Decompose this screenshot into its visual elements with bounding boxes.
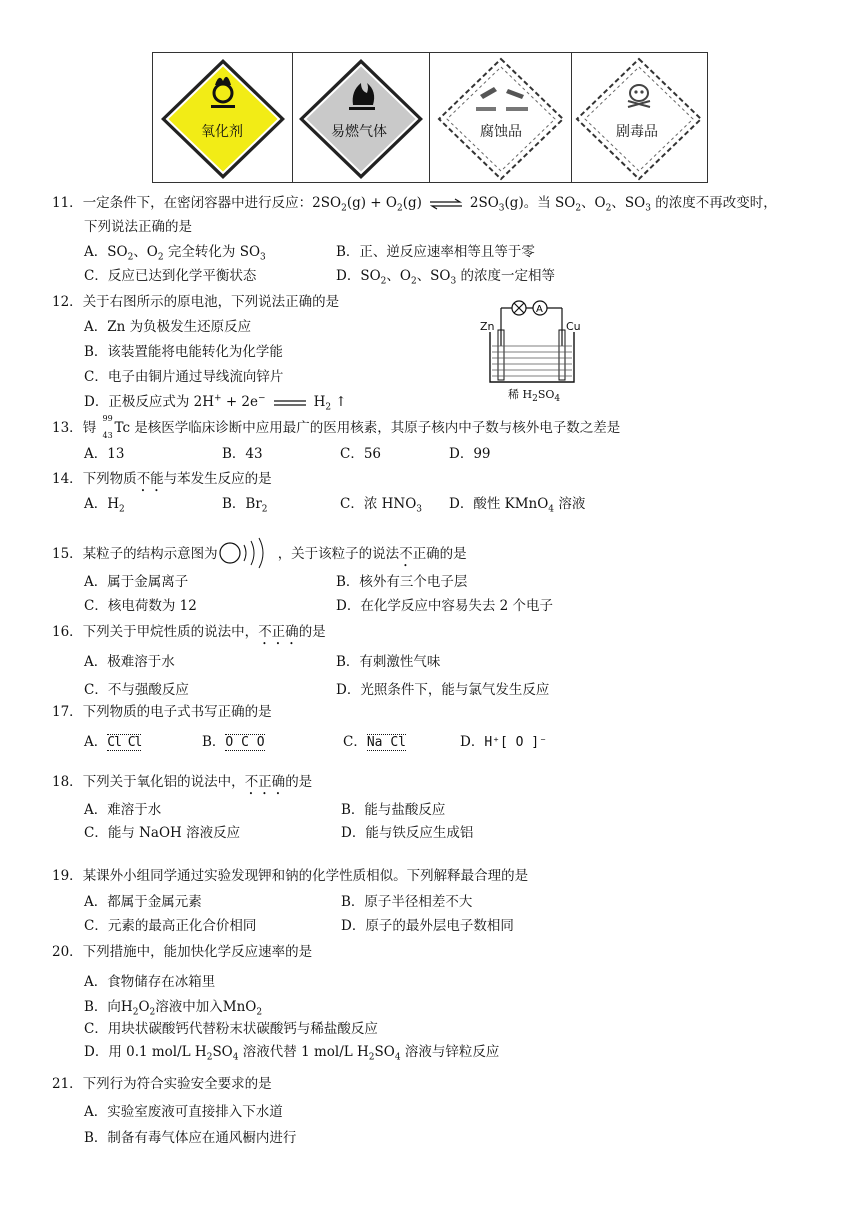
question-15: 15．某粒子的结构示意图为 ，关于该粒子的说法不正确的是 — [52, 542, 467, 570]
oxidizer-icon — [153, 53, 293, 182]
sign-corrosive — [430, 53, 572, 182]
question-17: 17．下列物质的电子式书写正确的是 — [52, 704, 272, 720]
q16-option-b[interactable]: B．有刺激性气味 — [336, 654, 441, 670]
q19-option-c[interactable]: C．元素的最高正化合价相同 — [84, 918, 257, 934]
q12-option-a[interactable]: A．Zn 为负极发生还原反应 — [84, 319, 252, 335]
q18-option-d[interactable]: D．能与铁反应生成铝 — [341, 825, 474, 841]
q12-option-d[interactable]: D．正极反应式为 2H+ + 2e− $H_2$ ↑ — [84, 393, 347, 413]
q14-option-b[interactable]: B．$Br_2$ — [222, 496, 268, 515]
q11-option-a[interactable]: A．$SO_2$、$O_2$ 完全转化为 $SO_3$ — [84, 244, 266, 263]
q16-option-c[interactable]: C．不与强酸反应 — [84, 682, 189, 698]
q14-option-a[interactable]: A．$H_2$ — [84, 496, 125, 515]
q21-option-b[interactable]: B．制备有毒气体应在通风橱内进行 — [84, 1130, 297, 1146]
q13-option-a[interactable]: A．13 — [84, 446, 125, 462]
sign-flammable-gas — [293, 53, 430, 182]
hazard-sign-table — [152, 52, 708, 183]
question-21: 21．下列行为符合实验安全要求的是 — [52, 1076, 272, 1092]
copper-label: Cu — [566, 320, 581, 333]
q11-option-c[interactable]: C．反应已达到化学平衡状态 — [84, 268, 257, 284]
q19-option-b[interactable]: B．原子半径相差不大 — [341, 894, 473, 910]
q17-option-a[interactable]: A．Cl Cl — [84, 734, 142, 750]
nuclide-notation: 99 43 — [102, 413, 113, 440]
question-13: 13．锝 99 43 Tc 是核医学临床诊断中应用最广的医用核素，其原子核内中子数与核外电子数之差是 — [52, 413, 621, 440]
q20-option-b[interactable]: B．向$H_2O_2$溶液中加入MnO$_2$ — [84, 999, 263, 1018]
sign-label: 氧化剂 — [201, 124, 243, 140]
galvanic-cell-icon — [478, 296, 588, 386]
q13-option-d[interactable]: D．99 — [449, 446, 491, 462]
q18-option-a[interactable]: A．难溶于水 — [84, 802, 162, 818]
q19-option-a[interactable]: A．都属于金属元素 — [84, 894, 202, 910]
q15-option-a[interactable]: A．属于金属离子 — [84, 574, 189, 590]
q20-option-c[interactable]: C．用块状碳酸钙代替粉末状碳酸钙与稀盐酸反应 — [84, 1021, 378, 1037]
q15-option-d[interactable]: D．在化学反应中容易失去 2 个电子 — [336, 598, 553, 614]
question-16: 16．下列关于甲烷性质的说法中，不正确的是 — [52, 624, 326, 640]
question-11: 11．一定条件下，在密闭容器中进行反应：$2SO_2(g) + O_2(g)$ $2SO_3(g)$。当 $SO_2$、$O_2$、$SO_3$ 的浓度不再改变时， — [52, 195, 777, 214]
q13-option-b[interactable]: B．43 — [222, 446, 263, 462]
sign-label: 易燃气体 — [331, 124, 387, 140]
q18-option-c[interactable]: C．能与 NaOH 溶液反应 — [84, 825, 241, 841]
question-18: 18．下列关于氧化铝的说法中，不正确的是 — [52, 774, 313, 790]
equals-arrow-icon — [272, 398, 308, 408]
galvanic-cell-figure — [478, 296, 588, 404]
q15-option-c[interactable]: C．核电荷数为 12 — [84, 598, 197, 614]
q11-option-d[interactable]: D．$SO_2$、$O_2$、$SO_3$ 的浓度一定相等 — [336, 268, 556, 287]
zinc-label: Zn — [480, 320, 495, 333]
flame-icon — [293, 53, 430, 182]
q12-option-b[interactable]: B．该装置能将电能转化为化学能 — [84, 344, 283, 360]
q16-option-a[interactable]: A．极难溶于水 — [84, 654, 175, 670]
sign-label: 剧毒品 — [616, 124, 658, 140]
q13-option-c[interactable]: C．56 — [340, 446, 382, 462]
corrosive-icon — [430, 53, 572, 182]
question-20: 20．下列措施中，能加快化学反应速率的是 — [52, 944, 313, 960]
figure-caption: 稀 $H_2SO_4$ — [508, 388, 561, 405]
svg-text:A: A — [536, 304, 543, 315]
skull-icon — [572, 53, 707, 182]
q21-option-a[interactable]: A．实验室废液可直接排入下水道 — [84, 1104, 283, 1120]
sign-oxidizer — [153, 53, 293, 182]
q20-option-a[interactable]: A．食物储存在冰箱里 — [84, 974, 216, 990]
sign-toxic — [572, 53, 707, 182]
q17-option-d[interactable]: D．H⁺[ O ]⁻ — [460, 734, 547, 750]
sign-label: 腐蚀品 — [480, 124, 522, 140]
q14-option-d[interactable]: D．酸性 KMnO$_4$ 溶液 — [449, 496, 586, 515]
question-12: 12．关于右图所示的原电池，下列说法正确的是 — [52, 294, 340, 310]
q16-option-d[interactable]: D．光照条件下，能与氯气发生反应 — [336, 682, 550, 698]
q15-option-b[interactable]: B．核外有三个电子层 — [336, 574, 468, 590]
question-14: 14．下列物质不能与苯发生反应的是 — [52, 471, 272, 487]
q18-option-b[interactable]: B．能与盐酸反应 — [341, 802, 446, 818]
q14-option-c[interactable]: C．浓 $HNO_3$ — [340, 496, 423, 515]
q20-option-d[interactable]: D．用 0.1 mol/L $H_2SO_4$ 溶液代替 1 mol/L $H_2SO_4$ 溶液与锌粒反应 — [84, 1044, 500, 1063]
q11-option-b[interactable]: B．正、逆反应速率相等且等于零 — [336, 244, 535, 260]
atomic-structure-icon — [218, 536, 276, 570]
equilibrium-arrow-icon — [428, 198, 464, 210]
question-19: 19．某课外小组同学通过实验发现钾和钠的化学性质相似。下列解释最合理的是 — [52, 868, 529, 884]
question-11-line2: 下列说法正确的是 — [84, 219, 192, 235]
q19-option-d[interactable]: D．原子的最外层电子数相同 — [341, 918, 514, 934]
q12-option-c[interactable]: C．电子由铜片通过导线流向锌片 — [84, 369, 284, 385]
q17-option-b[interactable]: B．O C O — [202, 734, 265, 750]
q17-option-c[interactable]: C．Na Cl — [343, 734, 406, 750]
